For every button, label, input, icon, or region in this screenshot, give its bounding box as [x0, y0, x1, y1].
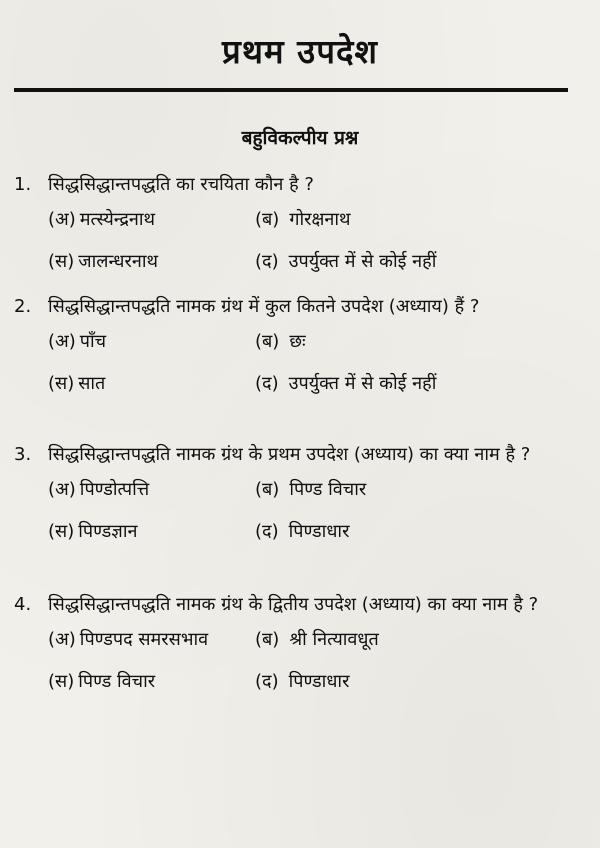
option-d: [255, 667, 349, 696]
option-marker: (ब): [255, 209, 280, 230]
chapter-title: प्रथम उपदेश: [222, 32, 378, 71]
option-row: [14, 327, 574, 363]
option-c: [48, 247, 158, 276]
question-number: 4.: [14, 594, 32, 615]
option-a: [48, 205, 155, 234]
question-number: 2.: [14, 296, 32, 317]
option-row: [14, 667, 574, 703]
option-a: [48, 475, 149, 504]
option-marker: (द): [255, 671, 279, 692]
option-row: [14, 205, 574, 241]
option-text: उपर्युक्त में से कोई नहीं: [288, 251, 437, 272]
option-b: [255, 475, 366, 504]
option-row: [14, 517, 574, 553]
option-d: [255, 369, 436, 398]
option-row: [14, 369, 574, 405]
option-marker: (द): [255, 251, 279, 272]
option-marker: (द): [255, 521, 279, 542]
option-marker: (स): [48, 521, 75, 542]
option-marker: (अ): [48, 629, 76, 650]
option-text: पाँच: [79, 331, 107, 352]
option-a: [48, 625, 208, 654]
option-text: पिण्डाधार: [288, 521, 350, 542]
option-marker: (अ): [48, 331, 76, 352]
option-text: उपर्युक्त में से कोई नहीं: [288, 373, 437, 394]
option-text: पिण्डाधार: [288, 671, 350, 692]
question-text: सिद्धसिद्धान्तपद्धति नामक ग्रंथ के द्वितीय उपदेश (अध्याय) का क्या नाम है ?: [48, 594, 539, 615]
option-marker: (अ): [48, 479, 76, 500]
option-marker: (द): [255, 373, 279, 394]
question-text: सिद्धसिद्धान्तपद्धति नामक ग्रंथ में कुल कितने उपदेश (अध्याय) हैं ?: [48, 296, 480, 317]
question-text: सिद्धसिद्धान्तपद्धति नामक ग्रंथ के प्रथम उपदेश (अध्याय) का क्या नाम है ?: [48, 444, 531, 465]
option-marker: (स): [48, 671, 75, 692]
option-marker: (ब): [255, 629, 280, 650]
option-row: [14, 247, 574, 283]
option-text: पिण्डज्ञान: [78, 521, 138, 542]
question-1: [14, 170, 574, 283]
question-4: [14, 590, 574, 703]
option-text: गोरक्षनाथ: [289, 209, 351, 230]
option-text: पिण्ड विचार: [289, 479, 367, 500]
option-a: [48, 327, 106, 356]
option-c: [48, 517, 137, 546]
option-text: पिण्डपद समरसभाव: [79, 629, 209, 650]
option-row: [14, 625, 574, 661]
option-text: मत्स्येन्द्रनाथ: [79, 209, 156, 230]
section-subtitle: बहुविकल्पीय प्रश्न: [241, 127, 359, 149]
option-marker: (ब): [255, 331, 280, 352]
question-2: [14, 292, 574, 405]
option-text: जालन्धरनाथ: [78, 251, 159, 272]
option-text: पिण्डोत्पत्ति: [79, 479, 150, 500]
option-marker: (स): [48, 373, 75, 394]
question-3: [14, 440, 574, 553]
question-text: सिद्धसिद्धान्तपद्धति का रचयिता कौन है ?: [48, 174, 314, 195]
option-marker: (स): [48, 251, 75, 272]
option-marker: (ब): [255, 479, 280, 500]
option-b: [255, 625, 379, 654]
option-d: [255, 247, 436, 276]
option-text: छः: [289, 331, 306, 352]
option-b: [255, 205, 351, 234]
question-number: 1.: [14, 174, 32, 195]
option-text: पिण्ड विचार: [78, 671, 156, 692]
title-divider: [14, 88, 568, 92]
question-number: 3.: [14, 444, 32, 465]
option-c: [48, 369, 105, 398]
option-d: [255, 517, 349, 546]
option-row: [14, 475, 574, 511]
option-c: [48, 667, 155, 696]
option-b: [255, 327, 306, 356]
option-text: श्री नित्यावधूत: [289, 629, 379, 650]
option-text: सात: [78, 373, 106, 394]
option-marker: (अ): [48, 209, 76, 230]
